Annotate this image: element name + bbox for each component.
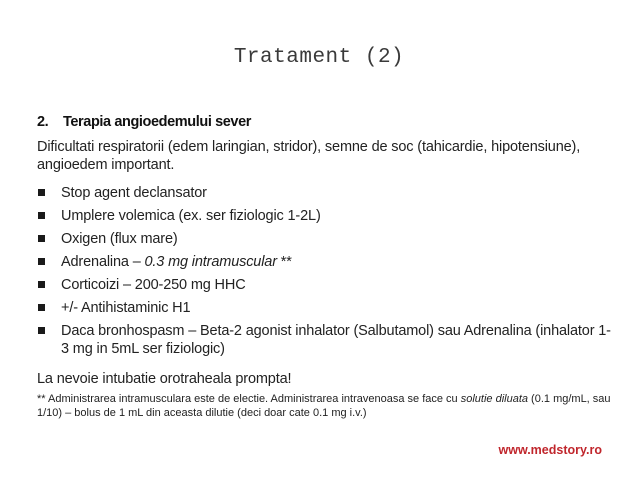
- square-bullet-icon: [38, 281, 45, 288]
- list-item: [37, 253, 612, 271]
- list-item-suffix: **: [276, 254, 292, 270]
- footnote: [37, 392, 612, 420]
- footnote-italic: solutie diluata: [460, 393, 528, 405]
- square-bullet-icon: [38, 327, 45, 334]
- treatment-list: [37, 184, 612, 358]
- list-item: [37, 299, 612, 317]
- list-item-text: Umplere volemica (ex. ser fiziologic 1-2L): [61, 208, 321, 224]
- square-bullet-icon: [38, 258, 45, 265]
- list-item: [37, 184, 612, 202]
- list-item: [37, 276, 612, 294]
- list-item-text: Stop agent declansator: [61, 185, 207, 201]
- square-bullet-icon: [38, 189, 45, 196]
- list-item: [37, 230, 612, 248]
- section-description: Dificultati respiratorii (edem laringian, stridor), semne de soc (tahicardie, hipotensiune), angioedem important.: [37, 139, 581, 173]
- list-item-italic: 0.3 mg intramuscular: [144, 254, 277, 270]
- footnote-part1: ** Administrarea intramusculara este de electie. Administrarea intravenoasa se face cu: [37, 393, 461, 405]
- list-item-text: Corticoizi – 200-250 mg HHC: [61, 277, 246, 293]
- list-item: [37, 207, 612, 225]
- intubation-note: La nevoie intubatie orotraheala prompta!: [37, 371, 292, 387]
- site-watermark: www.medstory.ro: [498, 443, 602, 457]
- slide-content: [37, 114, 612, 420]
- list-item-prefix: Adrenalina –: [61, 254, 145, 270]
- square-bullet-icon: [38, 235, 45, 242]
- list-item-text: +/- Antihistaminic H1: [61, 300, 191, 316]
- list-item-text: Daca bronhospasm – Beta-2 agonist inhalator (Salbutamol) sau Adrenalina (inhalator 1-3 mg in 5mL ser fiziologic): [61, 323, 611, 357]
- section-number: 2.: [37, 114, 49, 130]
- footnote-part2: (0.1 mg/mL, sau 1/10) – bolus de 1 mL din aceasta dilutie (deci doar cate 0.1 mg i.v.): [37, 393, 611, 419]
- list-item-text: Oxigen (flux mare): [61, 231, 178, 247]
- section-heading-text: Terapia angioedemului sever: [63, 114, 251, 130]
- list-item: [37, 322, 612, 358]
- slide-title: Tratament (2): [233, 46, 405, 69]
- square-bullet-icon: [38, 304, 45, 311]
- section-heading: [37, 114, 612, 130]
- square-bullet-icon: [38, 212, 45, 219]
